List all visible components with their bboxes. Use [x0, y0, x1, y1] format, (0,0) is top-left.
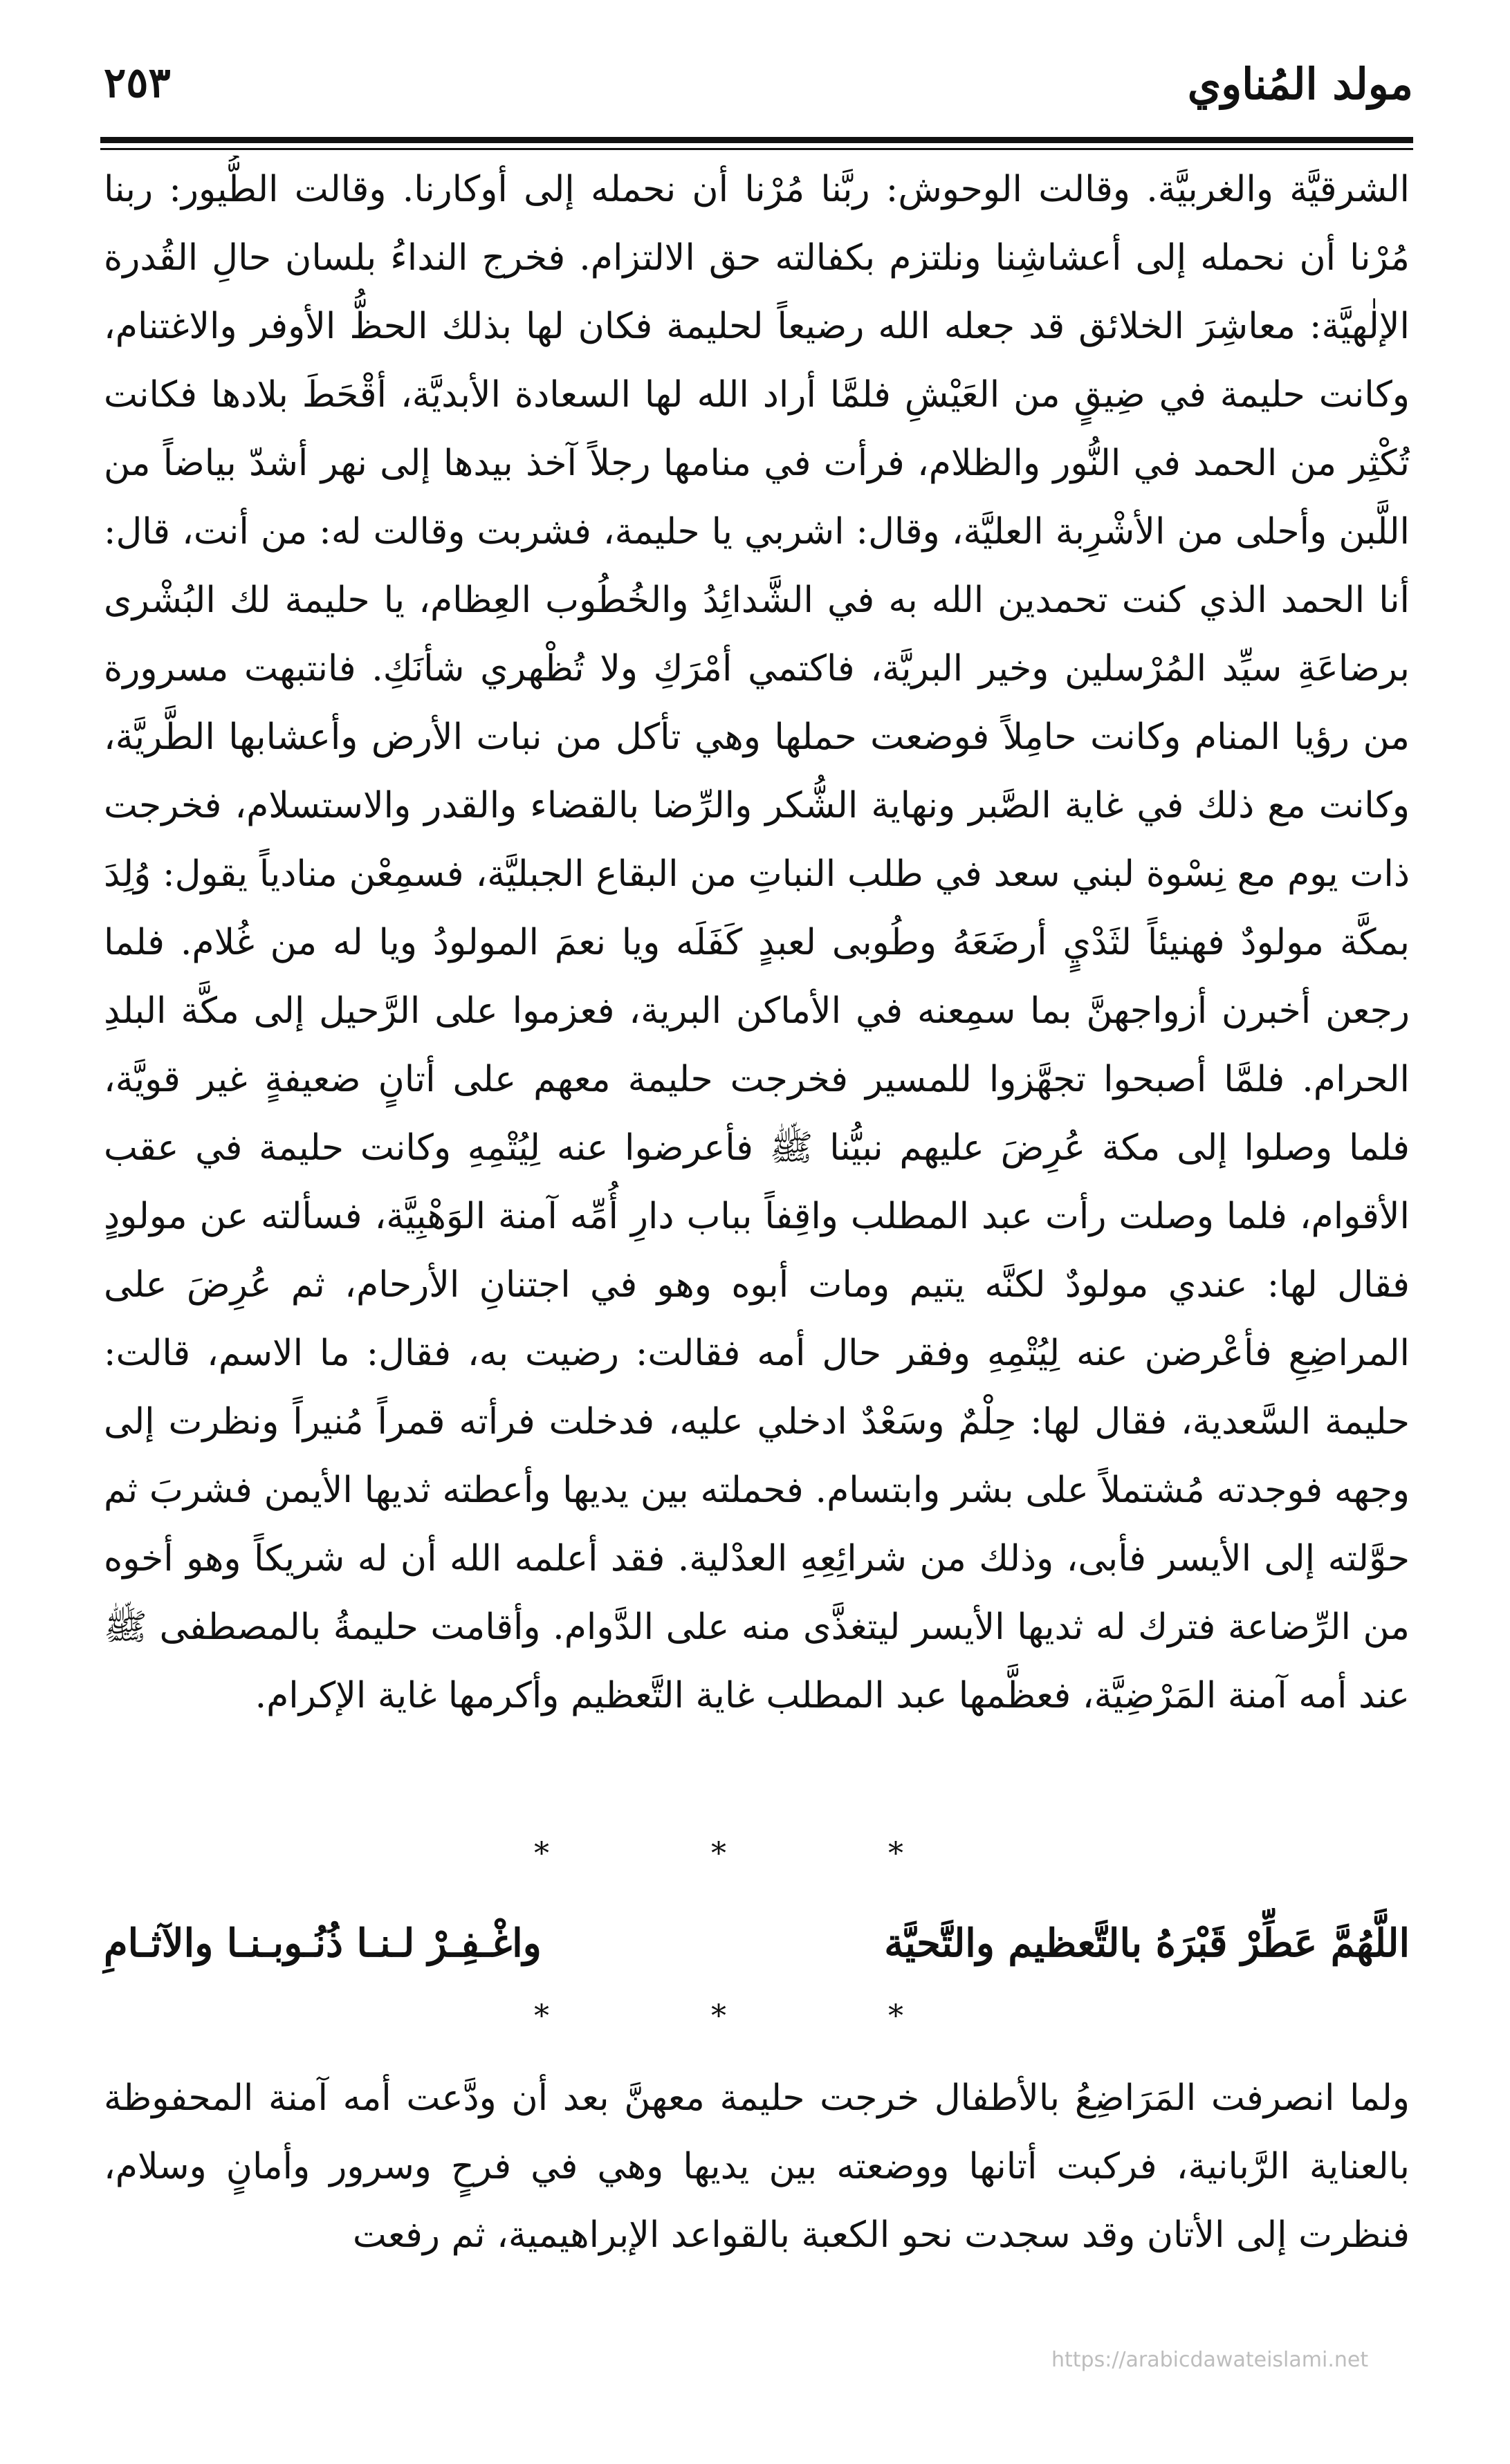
paragraph-1: الشرقيَّة والغربيَّة. وقالت الوحوش: ربَّنا مُرْنا أن نحمله إلى أوكارنا. وقالت الطُّيور: ربنا مُرْنا أن نحمله إلى أعشاشِنا ونلتزم بكفالته حق الالتزام. فخرج النداءُ بلسان حالِ القُدرة الإلٰهيَّة: معاشِرَ الخلائق قد جعله الله رضيعاً لحليمة فكان لها بذلك الحظُّ الأوفر والاغتنام، وكانت حليمة في ضِيقٍ من العَيْشِ فلمَّا أراد الله لها السعادة الأبديَّة، أقْحَطَ بلادها فكانت تُكْثِر من الحمد في النُّور والظلام، فرأت في منامها رجلاً آخذ بيدها إلى نهر أشدّ بياضاً من اللَّبن وأحلى من الأشْرِبة العليَّة، وقال: اشربي يا حليمة، فشربت وقالت له: من أنت، قال: أنا الحمد الذي كنت تحمدين الله به في الشَّدائِدُ والخُطُوب العِظام، يا حليمة لك البُشْرى برضاعَةِ سيِّد المُرْسلين وخير البريَّة، فاكتمي أمْرَكِ ولا تُظْهري شأنَكِ. فانتبهت مسرورة من رؤيا المنام وكانت حامِلاً فوضعت حملها وهي تأكل من نبات الأرض وأعشابها الطَّريَّة، وكانت مع ذلك في غاية الصَّبر ونهاية الشُّكر والرِّضا بالقضاء والقدر والاستسلام، فخرجت ذات يوم مع نِسْوة لبني سعد في طلب النباتِ من البقاع الجبليَّة، فسمِعْن منادياً يقول: وُلِدَ بمكَّة مولودٌ فهنيئاً لثَدْيٍ أرضَعَهُ وطُوبى لعبدٍ كَفَلَه ويا نعمَ المولودُ ويا له من غُلام. فلما رجعن أخبرن أزواجهنَّ بما سمِعنه في الأماكن البرية، فعزموا على الرَّحيل إلى مكَّة البلدِ الحرام. فلمَّا أصبحوا تجهَّزوا للمسير فخرجت حليمة معهم على أتانٍ ضعيفةٍ غير قويَّة، فلما وصلوا إلى مكة عُرِضَ عليهم نبيُّنا ﷺ فأعرضوا عنه لِيُتْمِهِ وكانت حليمة في عقب الأقوام، فلما وصلت رأت عبد المطلب واقِفاً بباب دارِ أُمِّه آمنة الوَهْبِيَّة، فسألته عن مولودٍ فقال لها: عندي مولودٌ لكنَّه يتيم ومات أبوه وهو في اجتنانِ الأرحام، ثم عُرِضَ على المراضِعِ فأعْرضن عنه لِيُتْمِهِ وفقر حال أمه فقالت: رضيت به، فقال: ما الاسم، قالت: حليمة السَّعدية، فقال لها: حِلْمٌ وسَعْدٌ ادخلي عليه، فدخلت فرأته قمراً مُنيراً ونظرت إلى وجهه فوجدته مُشتملاً على بشر وابتسام. فحملته بين يديها وأعطته ثديها الأيمن فشربَ ثم حوَّلته إلى الأيسر فأبى، وذلك من شرائِعِهِ العدْلية. فقد أعلمه الله أن له شريكاً وهو أخوه من الرِّضاعة فترك له ثديها الأيسر ليتغذَّى منه على الدَّوام. وأقامت حليمةُ بالمصطفى ﷺ عند أمه آمنة المَرْضِيَّة، فعظَّمها عبد المطلب غاية التَّعظيم وأكرمها غاية الإكرام.	[104, 169, 1410, 1716]
prayer-verse-right: اللَّهُمَّ عَطِّرْ قَبْرَهُ بالتَّعظيم والتَّحيَّة	[884, 1920, 1410, 1966]
header-rule-thin	[100, 148, 1413, 150]
page-header	[104, 59, 1413, 135]
running-title: مولد المُناوي	[1187, 59, 1413, 109]
page-number: ٢٥٣	[104, 59, 171, 107]
paragraph-2: ولما انصرفت المَرَاضِعُ بالأطفال خرجت حليمة معهنَّ بعد أن ودَّعت أمه آمنة المحفوظة بالعناية الرَّبانية، فركبت أتانها ووضعته بين يديها وهي في فرحٍ وسرور وأمانٍ وسلام، فنظرت إلى الأتان وقد سجدت نحو الكعبة بالقواعد الإبراهيمية، ثم رفعت	[104, 2077, 1410, 2256]
star-divider-top: * * *	[534, 1836, 979, 1871]
main-text-block	[104, 156, 1410, 1791]
continuation-text-block	[104, 2064, 1410, 2299]
header-rule-thick	[100, 137, 1413, 143]
watermark-url: https://arabicdawateislami.net	[1051, 2348, 1369, 2372]
star-divider-bottom: * * *	[534, 1999, 979, 2034]
prayer-verse	[104, 1909, 1410, 1978]
prayer-verse-left: واغْـفِـرْ لـنـا ذُنُـوبـنـا والآثـامِ	[104, 1920, 542, 1966]
